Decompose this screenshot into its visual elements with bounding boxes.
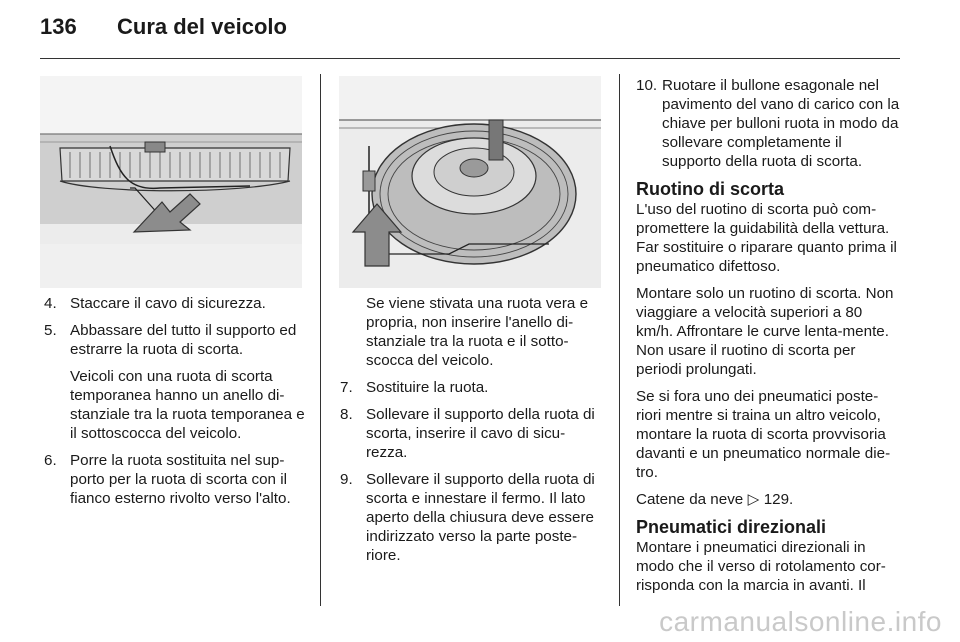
- list-text: Sollevare il supporto della ruota di scorta, inserire il cavo di sicu-rezza.: [366, 406, 595, 461]
- paragraph: Montare i pneumatici direzionali in modo che il verso di rotolamento cor-risponda con la marcia in avanti. Il: [636, 539, 886, 594]
- paragraph: L'uso del ruotino di scorta può com-promettere la guidabilità della vettura. Far sostituire o riparare quanto prima il pneumatico difettoso.: [636, 201, 897, 275]
- figure-spare-wheel-front: [339, 76, 601, 288]
- figure-spare-wheel-lowered: [40, 76, 302, 288]
- column-1-text: [44, 294, 306, 516]
- page-title: Cura del veicolo: [117, 14, 287, 39]
- column-divider-right: [619, 74, 620, 606]
- column-divider-left: [320, 74, 321, 606]
- list-item-7: [340, 378, 606, 397]
- page-number: 136: [40, 14, 77, 39]
- paragraph: Montare solo un ruotino di scorta. Non viaggiare a velocità superiori a 80 km/h. Affrontare le curve lenta-mente. Non usare il ruotino di scorta per periodi prolungati.: [636, 285, 894, 378]
- reference-text: Catene da neve: [636, 491, 744, 508]
- list-item-5: [44, 321, 306, 359]
- list-item-6: [44, 451, 306, 508]
- section-heading-directional-tyres: Pneumatici direzionali: [636, 517, 827, 537]
- list-number: 9.: [340, 471, 353, 488]
- column-3-text: [636, 76, 902, 603]
- list-number: 8.: [340, 406, 353, 423]
- list-text: Staccare il cavo di sicurezza.: [70, 295, 266, 312]
- list-text: Ruotare il bullone esagonale nel pavimento del vano di carico con la chiave per bulloni ruota in modo da sollevare completamente il supporto della ruota di scorta.: [662, 77, 900, 170]
- list-number: 6.: [44, 452, 57, 469]
- temporary-wheel-note: Veicoli con una ruota di scorta temporanea hanno un anello di-stanziale tra la ruota temporanea e il sottoscocca del veicolo.: [70, 368, 305, 442]
- snow-chains-reference[interactable]: [636, 490, 902, 509]
- list-number: 4.: [44, 295, 57, 312]
- list-item-8: [340, 405, 606, 462]
- list-number: 5.: [44, 322, 57, 339]
- column-2-text: [340, 294, 606, 573]
- reference-page: 129.: [763, 491, 794, 508]
- arrow-reference-icon: ▷: [747, 491, 760, 508]
- list-item-10: [636, 76, 902, 171]
- list-text: Porre la ruota sostituita nel sup-porto per la ruota di scorta con il fianco esterno rivolto verso l'alto.: [70, 452, 291, 507]
- list-number: 7.: [340, 379, 353, 396]
- list-text: Sostituire la ruota.: [366, 379, 489, 396]
- list-number: 10.: [636, 77, 658, 94]
- list-text: Abbassare del tutto il supporto ed estrarre la ruota di scorta.: [70, 322, 297, 358]
- list-item-4: [44, 294, 306, 313]
- header-rule: [40, 58, 900, 59]
- paragraph: Se si fora uno dei pneumatici poste-riori mentre si traina un altro veicolo, montare la ruota di scorta provvisoria davanti e un pneumatico normale die-tro.: [636, 388, 891, 481]
- section-heading-spare-wheel: Ruotino di scorta: [636, 179, 784, 199]
- watermark: carmanualsonline.info: [659, 606, 942, 637]
- list-item-9: [340, 470, 606, 565]
- real-wheel-note: Se viene stivata una ruota vera e propria, non inserire l'anello di-stanziale tra la ruota e il sotto-scocca del veicolo.: [366, 295, 589, 369]
- list-text: Sollevare il supporto della ruota di scorta e innestare il fermo. Il lato aperto della chiusura deve essere indirizzato verso la parte poste-riore.: [366, 471, 595, 564]
